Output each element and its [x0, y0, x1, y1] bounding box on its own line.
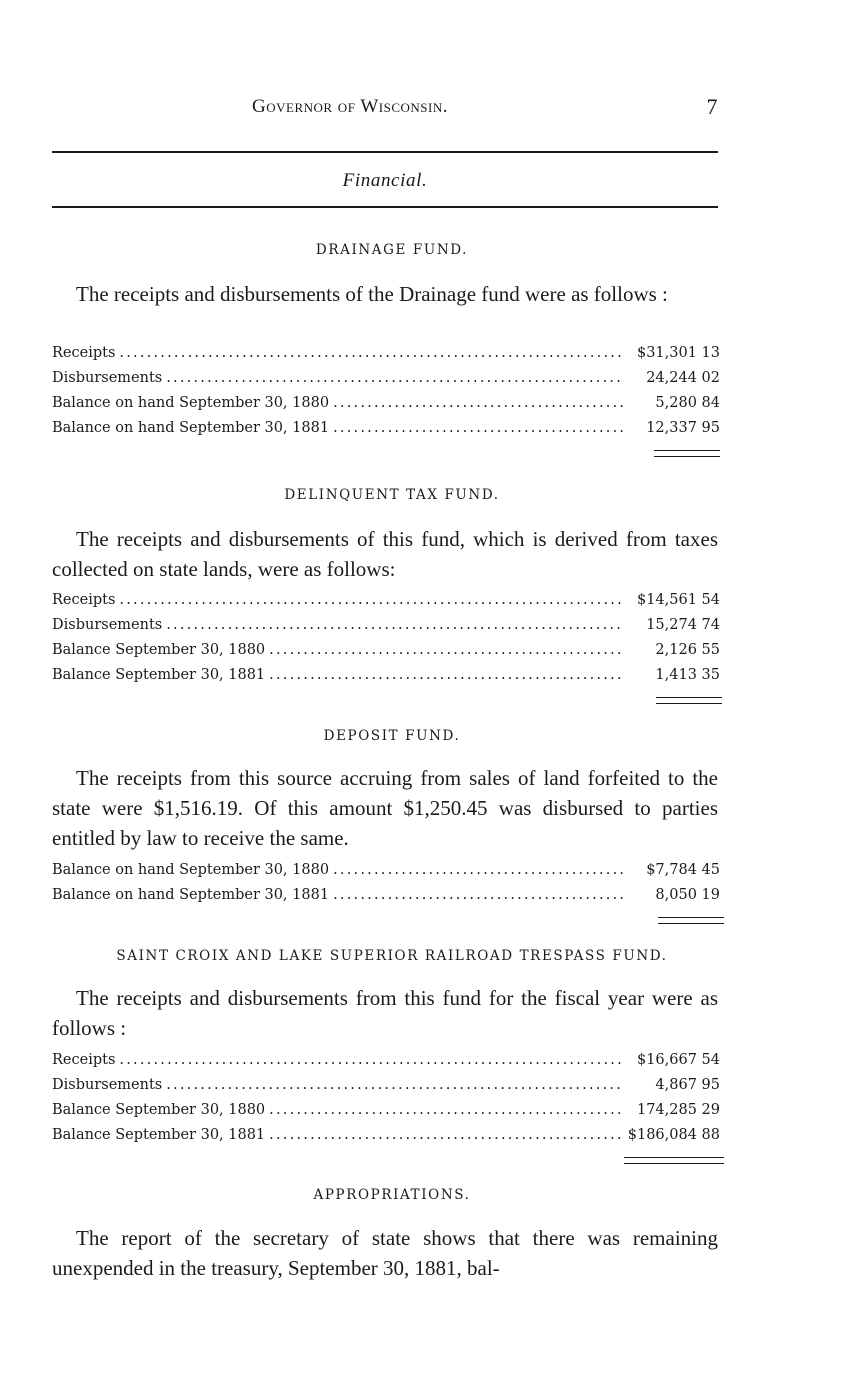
deposit-ledger — [52, 862, 720, 912]
leader-dots — [269, 667, 624, 683]
ledger-label: Balance September 30, 1881 — [52, 667, 266, 683]
appropriations-heading: APPROPRIATIONS. — [313, 1187, 471, 1203]
total-double-rule — [658, 917, 724, 924]
section-rule — [52, 206, 718, 208]
leader-dots — [269, 1127, 624, 1143]
ledger-label: Balance on hand September 30, 1881 — [52, 420, 330, 436]
ledger-label: Balance on hand September 30, 1881 — [52, 887, 330, 903]
ledger-label: Disbursements — [52, 617, 163, 633]
leader-dots — [269, 642, 624, 658]
running-head — [52, 96, 724, 124]
ledger-row — [52, 592, 720, 617]
ledger-amount: 1,413 35 — [655, 667, 720, 683]
st-croix-text: The receipts and disbursements from this fund for the fiscal year were as follows : — [52, 986, 718, 1040]
ledger-amount: 5,280 84 — [655, 395, 720, 411]
ledger-amount: $14,561 54 — [636, 592, 720, 608]
appropriations-paragraph — [52, 1223, 718, 1283]
top-rule — [52, 151, 718, 153]
leader-dots — [269, 1102, 624, 1118]
ledger-row — [52, 667, 720, 692]
ledger-amount: 4,867 95 — [655, 1077, 720, 1093]
ledger-amount: $186,084 88 — [627, 1127, 720, 1143]
delinquent-ledger — [52, 592, 720, 692]
deposit-paragraph — [52, 763, 718, 853]
drainage-heading: DRAINAGE FUND. — [315, 242, 469, 258]
ledger-label: Receipts — [52, 345, 116, 361]
st-croix-ledger — [52, 1052, 720, 1152]
ledger-label: Balance September 30, 1880 — [52, 642, 266, 658]
ledger-row — [52, 887, 720, 912]
running-head-title: Governor of Wisconsin. — [252, 96, 448, 117]
ledger-label: Receipts — [52, 592, 116, 608]
drainage-text: The receipts and disbursements of the Drainage fund were as follows : — [76, 282, 668, 306]
ledger-amount: $16,667 54 — [636, 1052, 720, 1068]
deposit-text: The receipts from this source accruing from sales of land forfeited to the state were $1,516.19. Of this amount $1,250.45 was disbursed to parties entitled by law to receive the same. — [52, 766, 718, 850]
ledger-row — [52, 1127, 720, 1152]
leader-dots — [166, 1077, 624, 1093]
ledger-amount: 174,285 29 — [636, 1102, 720, 1118]
delinquent-text: The receipts and disbursements of this fund, which is derived from taxes collected on state lands, were as follows: — [52, 527, 718, 581]
ledger-row — [52, 420, 720, 445]
ledger-row — [52, 862, 720, 887]
ledger-amount: $7,784 45 — [646, 862, 720, 878]
ledger-row — [52, 1077, 720, 1102]
ledger-label: Balance on hand September 30, 1880 — [52, 395, 330, 411]
leader-dots — [333, 395, 624, 411]
ledger-amount: 15,274 74 — [646, 617, 720, 633]
leader-dots — [119, 1052, 624, 1068]
ledger-amount: $31,301 13 — [636, 345, 720, 361]
section-heading: Financial. — [342, 170, 428, 191]
ledger-amount: 12,337 95 — [646, 420, 720, 436]
ledger-row — [52, 370, 720, 395]
drainage-ledger — [52, 345, 720, 445]
ledger-row — [52, 617, 720, 642]
ledger-amount: 24,244 02 — [646, 370, 720, 386]
leader-dots — [333, 862, 624, 878]
leader-dots — [166, 617, 624, 633]
ledger-label: Disbursements — [52, 370, 163, 386]
total-double-rule — [656, 697, 722, 704]
ledger-row — [52, 1102, 720, 1127]
ledger-label: Balance September 30, 1880 — [52, 1102, 266, 1118]
ledger-row — [52, 345, 720, 370]
appropriations-text: The report of the secretary of state shows that there was remaining unexpended in the treasury, September 30, 1881, bal- — [52, 1226, 718, 1280]
ledger-amount: 8,050 19 — [655, 887, 720, 903]
drainage-paragraph — [52, 279, 718, 309]
leader-dots — [333, 420, 624, 436]
leader-dots — [119, 592, 624, 608]
page-number: 7 — [706, 94, 718, 119]
delinquent-heading: DELINQUENT TAX FUND. — [284, 487, 500, 503]
ledger-label: Balance September 30, 1881 — [52, 1127, 266, 1143]
deposit-heading: DEPOSIT FUND. — [323, 728, 461, 744]
ledger-row — [52, 642, 720, 667]
leader-dots — [333, 887, 624, 903]
ledger-label: Receipts — [52, 1052, 116, 1068]
st-croix-heading: SAINT CROIX AND LAKE SUPERIOR RAILROAD TRESPASS FUND. — [116, 948, 668, 964]
leader-dots — [119, 345, 624, 361]
ledger-row — [52, 395, 720, 420]
delinquent-paragraph — [52, 524, 718, 584]
total-double-rule — [654, 450, 720, 457]
st-croix-paragraph — [52, 983, 718, 1043]
ledger-amount: 2,126 55 — [655, 642, 720, 658]
ledger-label: Balance on hand September 30, 1880 — [52, 862, 330, 878]
leader-dots — [166, 370, 624, 386]
ledger-label: Disbursements — [52, 1077, 163, 1093]
ledger-row — [52, 1052, 720, 1077]
total-double-rule — [624, 1157, 724, 1164]
